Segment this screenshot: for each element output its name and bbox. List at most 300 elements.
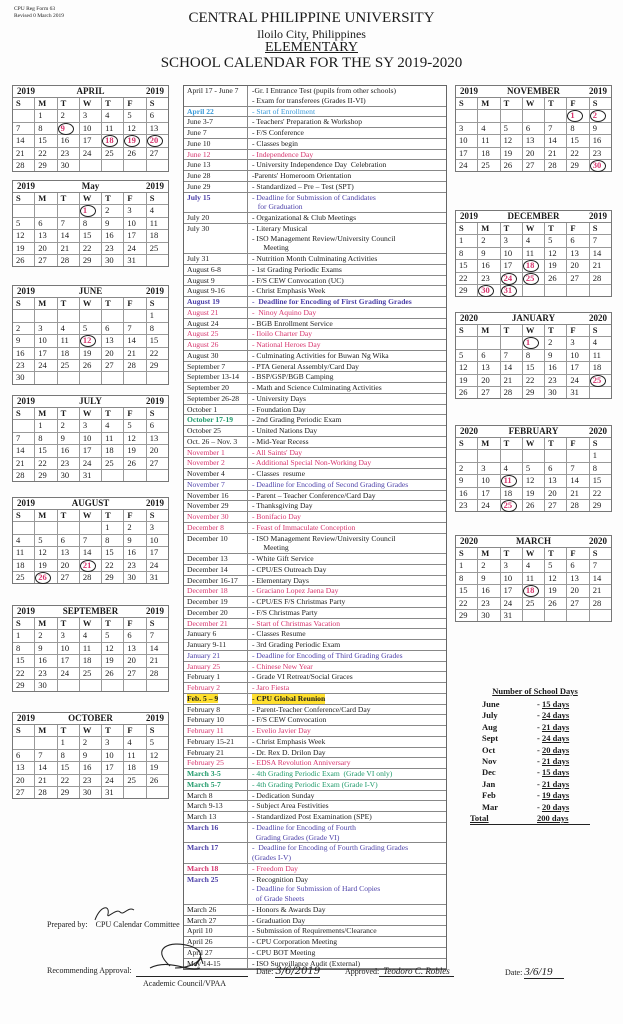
event-line: - Culminating Activities for Buwan Ng Wika [252,350,389,360]
weekday-label: F [124,618,146,629]
day-cell: 5 [124,420,146,431]
week-row [456,285,611,296]
event-row [184,937,446,948]
event-row [184,758,446,769]
month-calendar-january [455,312,612,399]
school-days-row [470,710,600,721]
event-line: - Deadline for Encoding of Third Grading Grades [252,650,403,660]
event-row [184,737,446,748]
day-cell: 11 [149,217,158,228]
event-description [248,726,446,736]
weekday-label: S [149,618,155,628]
month-calendar-april [12,85,169,172]
event-description [248,705,446,715]
day-cell: 30 [80,787,102,798]
day-cell: 4 [102,420,124,431]
day-cell: 28 [35,787,57,798]
weekday-label: M [478,223,500,234]
day-cell: 7 [35,750,57,761]
event-line: - CPU BOT Meeting [252,947,316,957]
event-date: December 13 [184,554,248,564]
event-description [248,608,446,618]
event-description [248,597,446,607]
event-line: - Grade VI Retreat/Social Graces [252,672,353,682]
week-row [456,273,611,285]
month-calendar-may [12,180,169,267]
event-line: - CPU/ES Outreach Day [252,564,327,574]
calendar-year: 2020 [589,536,607,546]
day-cell: 24 [567,375,589,386]
day-cell: 19 [124,135,146,146]
calendar-month: JUNE [78,286,103,296]
week-row [456,585,611,597]
day-cell: 19 [501,148,523,159]
week-row [13,762,168,774]
day-cell: 22 [13,668,35,679]
day-cell: 8 [456,573,478,584]
event-description [248,351,446,361]
empty-cell [35,372,57,383]
event-line: - Dr. Rex D. Drilon Day [252,747,326,757]
school-days-count: - 24 days [537,733,570,744]
event-description [248,308,446,318]
day-cell: 10 [456,135,478,146]
day-cell: 28 [58,255,80,266]
calendar-year: 2020 [460,313,478,323]
day-cell: 28 [592,272,602,283]
days-value: 19 days [541,790,570,801]
week-row [456,500,611,511]
weekday-label: M [35,193,57,204]
week-row [13,360,168,372]
week-row [13,655,168,667]
weekday-row [13,193,168,205]
event-line: - ISO Surveillance Audit (External) [252,958,360,968]
event-description [248,182,446,192]
event-line: - Subject Area Festivities [252,801,329,811]
weekday-label: S [456,325,478,336]
day-cell: 23 [13,360,35,371]
empty-cell [545,450,567,461]
event-description [248,458,446,468]
event-row [184,480,446,491]
event-date: March 27 [184,916,248,926]
day-cell: 11 [523,573,545,584]
day-cell: 30 [590,160,611,171]
empty-cell [35,205,57,216]
empty-cell [13,310,35,321]
event-line: - White Gift Service [252,554,314,563]
weekday-label: M [35,408,57,419]
day-cell: 7 [567,463,589,474]
event-line: - University Days [252,393,306,403]
week-row [13,372,168,383]
days-value: 15 days [541,699,570,709]
day-cell: 14 [501,362,523,373]
weekday-label: S [149,408,155,418]
weekday-row [456,98,611,110]
event-description [248,715,446,725]
event-row [184,926,446,937]
empty-cell [124,680,146,691]
event-description [248,224,446,253]
day-cell: 30 [35,680,57,691]
day-cell: 21 [592,585,602,596]
week-row [13,243,168,255]
event-line: - Classes begin [252,138,298,148]
day-cell: 9 [102,218,124,229]
date-label: Date: [256,967,274,976]
school-days-row [470,790,600,801]
day-cell: 17 [501,585,523,596]
event-line: - Freedom Day [252,863,298,873]
empty-cell [35,522,57,533]
weekday-label: S [149,725,155,735]
calendar-header [456,313,611,325]
event-date: June 10 [184,139,248,149]
event-description [248,286,446,296]
event-line: - BSP/GSP/BGB Camping [252,372,334,382]
date-label: Date: [505,968,523,977]
event-date: January 9-11 [184,640,248,650]
event-date: August 24 [184,319,248,329]
month-calendar-august [12,497,169,584]
day-cell: 14 [80,547,102,558]
total-value: 200 days [537,812,569,823]
day-cell: 30 [124,572,146,583]
event-row [184,672,446,683]
day-cell: 1 [13,630,35,641]
day-cell: 15 [567,135,589,146]
day-cell: 6 [149,110,154,121]
event-date: August 25 [184,329,248,339]
day-cell: 20 [523,148,545,159]
event-row [184,640,446,651]
event-line: - Parent – Teacher Conference/Card Day [252,490,376,500]
empty-cell [147,787,168,798]
event-description [248,150,446,160]
day-cell: 2 [80,737,102,748]
day-cell: 24 [124,243,146,254]
day-cell: 13 [102,335,124,346]
day-cell: 25 [102,148,124,159]
event-date: December 8 [184,523,248,533]
day-cell: 1 [592,450,597,461]
weekday-label: S [456,223,478,234]
calendar-month: DECEMBER [507,211,560,221]
week-row [13,547,168,559]
day-cell: 28 [545,160,567,171]
event-description [248,86,446,106]
day-cell: 22 [592,487,602,498]
event-line: - F/S CEW Convocation (UC) [252,275,344,285]
week-row [456,123,611,135]
week-row [456,148,611,160]
event-description [248,276,446,286]
event-line: - Additional Special Non-Working Day [252,458,372,468]
day-cell: 20 [478,375,500,386]
day-cell: 18 [124,762,146,773]
event-date: November 1 [184,448,248,458]
event-description [248,629,446,639]
day-cell: 26 [102,668,124,679]
weekday-label: M [35,510,57,521]
day-cell: 16 [13,348,35,359]
empty-cell [501,450,523,461]
month-calendar-february [455,425,612,512]
day-cell: 7 [13,123,35,134]
empty-cell [35,737,57,748]
event-date: November 2 [184,458,248,468]
day-cell: 12 [545,248,567,259]
event-line: - Classes Resume [252,629,306,639]
calendar-header [13,396,168,408]
event-row [184,297,446,308]
event-description [248,426,446,436]
calendar-month: SEPTEMBER [62,606,119,616]
school-days-total [470,813,590,825]
event-description [248,501,446,511]
weekday-label: S [456,548,478,559]
calendar-year: 2019 [17,396,35,406]
week-row [456,260,611,272]
day-cell: 16 [545,362,567,373]
weekday-label: F [567,98,589,109]
event-line: Meeting [252,243,289,253]
event-description [248,297,446,307]
week-row [13,445,168,457]
calendar-month: JULY [79,396,102,406]
calendar-header [456,211,611,223]
day-cell: 2 [456,463,478,474]
calendar-year: 2019 [145,713,164,723]
level-text: ELEMENTARY [265,40,358,55]
date-2 [505,966,564,978]
day-cell: 26 [80,360,102,371]
weekday-label: F [124,725,146,736]
school-days-count: - 24 days [537,710,570,721]
weekday-label: T [501,438,523,449]
week-row [13,737,168,749]
day-cell: 22 [35,148,57,159]
event-line: - Iloilo Charter Day [252,329,313,339]
event-line: - Evelio Javier Day [252,726,311,735]
total-label: Total [470,812,489,823]
days-value: 20 days [541,744,570,755]
school-days-row [470,779,600,790]
calendar-header [13,181,168,193]
day-cell: 30 [478,285,500,296]
day-cell: 17 [149,547,159,558]
empty-cell [124,160,146,171]
day-cell: 5 [149,737,154,748]
empty-cell [147,470,168,481]
event-row [184,437,446,448]
day-cell: 26 [35,572,57,583]
event-date: February 21 [184,748,248,758]
day-cell: 29 [35,470,57,481]
day-cell: 11 [501,475,523,486]
day-cell: 18 [58,348,80,359]
event-description [248,383,446,393]
day-cell: 28 [567,500,589,511]
day-cell: 28 [124,360,146,371]
event-row [184,812,446,823]
event-date: March 26 [184,905,248,915]
day-cell: 27 [58,572,80,583]
event-line: - Independence Day [252,149,314,159]
day-cell: 5 [124,110,146,121]
event-row [184,565,446,576]
page-title: SCHOOL CALENDAR FOR THE SY 2019-2020 [160,55,463,71]
event-line: - Parent-Teacher Conference/Card Day [252,704,371,714]
day-cell: 14 [149,642,159,653]
event-line: Meeting [252,543,289,553]
event-description [248,480,446,490]
day-cell: 18 [478,148,500,159]
event-row [184,160,446,171]
empty-cell [80,680,102,691]
calendar-year: 2019 [588,211,607,221]
event-date: November 4 [184,469,248,479]
day-cell: 10 [35,335,57,346]
weekday-row [13,98,168,110]
day-cell: 11 [124,750,146,761]
week-row [13,630,168,642]
week-row [456,375,611,387]
event-description [248,875,446,904]
weekday-label: T [102,618,124,629]
event-date: December 14 [184,565,248,575]
days-value: 21 days [541,778,570,789]
day-cell: 23 [456,500,478,511]
recommending-signature [140,938,220,978]
day-cell: 24 [501,273,523,284]
day-cell: 7 [124,323,146,334]
day-cell: 17 [501,260,523,271]
weekday-row [456,548,611,560]
event-line: - Literary Musical [252,223,308,233]
weekday-label: T [501,325,523,336]
empty-cell [13,737,35,748]
day-cell: 22 [456,273,478,284]
weekday-row [13,298,168,310]
empty-cell [13,522,35,533]
event-row [184,823,446,844]
day-cell: 27 [102,360,124,371]
day-cell: 6 [124,630,146,641]
day-cell: 11 [592,349,601,360]
event-date: March 9-13 [184,801,248,811]
empty-cell [147,255,168,266]
weekday-row [456,438,611,450]
event-row [184,265,446,276]
event-line: - Start of Christmas Vacation [252,618,341,628]
day-cell: 4 [80,630,102,641]
weekday-label: F [567,325,589,336]
day-cell: 7 [149,630,154,641]
day-cell: 31 [80,470,102,481]
day-cell: 12 [80,335,102,346]
day-cell: 17 [102,762,124,773]
days-value: 21 days [541,721,570,732]
calendar-header [13,498,168,510]
week-row [13,123,168,135]
weekday-label: T [58,98,80,109]
day-cell: 4 [478,123,500,134]
school-days-summary [470,686,600,825]
day-cell: 5 [501,123,523,134]
month-calendar-march [455,535,612,622]
event-line: - Deadline for Encoding of Fourth [252,822,356,832]
event-line: - ISO Management Review/University Council [252,233,396,243]
empty-cell [478,110,500,121]
weekday-label: T [501,548,523,559]
day-cell: 22 [35,458,57,469]
weekday-label: F [124,298,146,309]
event-row [184,576,446,587]
day-cell: 21 [592,260,602,271]
day-cell: 31 [124,255,146,266]
event-row [184,415,446,426]
empty-cell [147,160,168,171]
weekday-label: T [102,510,124,521]
event-row [184,107,446,118]
day-cell: 23 [545,375,567,386]
weekday-label: W [80,408,102,419]
prepared-by-name: CPU Calendar Committee [95,920,180,929]
empty-cell [124,787,146,798]
day-cell: 25 [102,458,124,469]
day-cell: 4 [523,235,545,246]
day-cell: 20 [545,488,567,499]
day-cell: 4 [58,323,80,334]
day-cell: 23 [58,148,80,159]
day-cell: 6 [149,420,154,431]
event-row [184,694,446,705]
event-line: - Christ Emphasis Week [252,736,326,746]
week-row [456,387,611,398]
event-date: Oct. 26 – Nov. 3 [184,437,248,447]
event-date: August 21 [184,308,248,318]
day-cell: 14 [592,247,602,258]
day-cell: 1 [102,522,124,533]
day-cell: 12 [35,547,57,558]
event-date: August 9 [184,276,248,286]
weekday-label: F [567,438,589,449]
event-date: October 1 [184,405,248,415]
day-cell: 25 [58,360,80,371]
days-value: 21 days [541,755,570,766]
calendar-year: 2019 [146,181,164,191]
calendar-year: 2020 [460,426,478,436]
event-description [248,748,446,758]
week-row [13,680,168,691]
event-row [184,554,446,565]
day-cell: 21 [501,375,523,386]
day-cell: 16 [58,135,80,146]
event-date: January 21 [184,651,248,661]
day-cell: 25 [149,242,159,253]
event-description [248,554,446,564]
week-row [456,475,611,487]
day-cell: 26 [124,458,146,469]
day-cell: 8 [35,433,57,444]
event-description [248,329,446,339]
event-date: March 3-5 [184,769,248,779]
day-cell: 17 [80,135,102,146]
event-row [184,864,446,875]
